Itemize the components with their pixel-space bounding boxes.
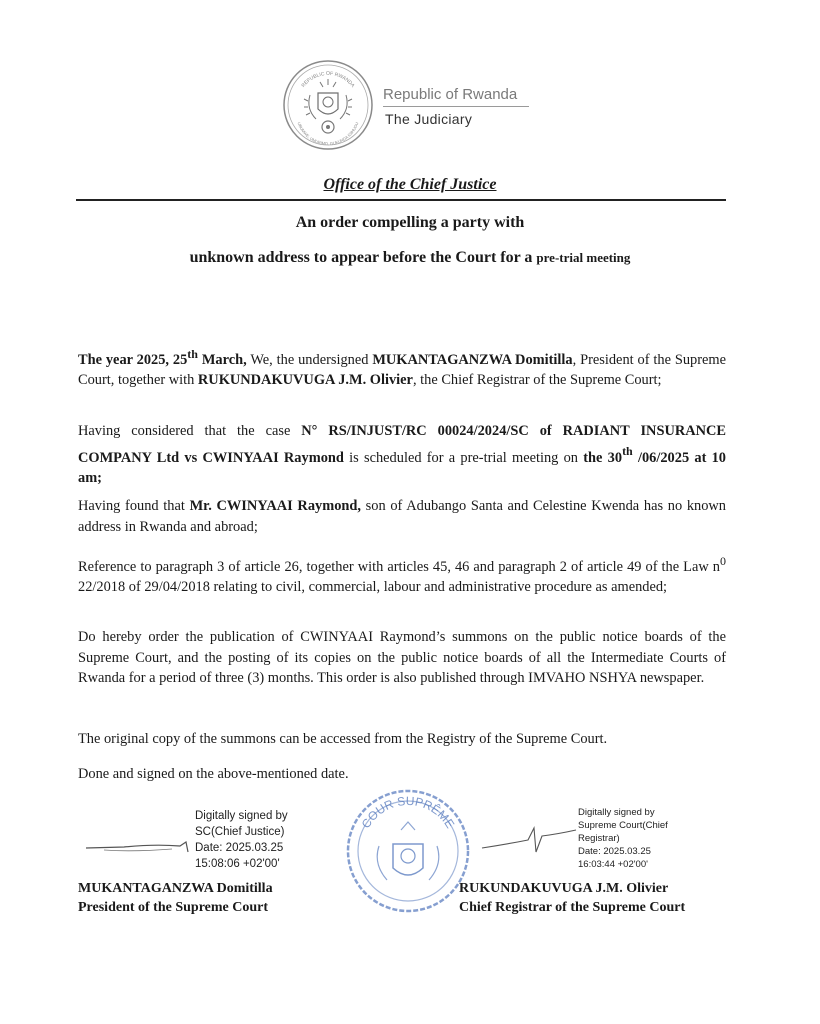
signer-left-title: President of the Supreme Court: [78, 900, 269, 915]
paragraph-original-copy: The original copy of the summons can be accessed from the Registry of the Supreme Court.: [78, 731, 608, 747]
svg-text:COUR SUPRÊME: COUR SUPRÊME: [358, 793, 458, 831]
paragraph-done-signed: Done and signed on the above-mentioned date.: [78, 766, 349, 782]
signer-right-title: Chief Registrar of the Supreme Court: [459, 900, 686, 915]
signature-right-icon: [478, 822, 578, 858]
header-divider: [383, 106, 529, 107]
paragraph-address: Having found that Mr. CWINYAAI Raymond, son of Adubango Santa and Celestine Kwenda has no known address in Rwanda and abroad;: [78, 498, 726, 535]
digital-signature-left: Digitally signed by SC(Chief Justice) Date: 2025.03.25 15:08:06 +02'00': [195, 810, 288, 870]
paragraph-order: Do hereby order the publication of CWINYAAI Raymond’s summons on the public notice boards of the Supreme Court, and the posting of its copies on the public notice boards of all the Intermediate Courts of Rwanda for a period of three (3) months. This order is also published through IMVAHO NSHYA newspaper.: [78, 629, 726, 686]
signer-left: [78, 879, 273, 917]
signer-right-name: RUKUNDAKUVUGA J.M. Olivier: [459, 881, 669, 896]
signature-left-icon: [84, 832, 196, 860]
supreme-court-stamp-icon: [343, 786, 473, 916]
order-title-line1: An order compelling a party with: [295, 214, 525, 231]
order-title-line2: unknown address to appear before the Court for a pre-trial meeting: [189, 249, 631, 266]
signer-right: [459, 879, 685, 917]
svg-text:UBUMWE, UMURIMO, GUKUNDA IGIHU: UBUMWE, UMURIMO, GUKUNDA IGIHUGU: [296, 121, 360, 147]
digital-signature-right: Digitally signed by Supreme Court(Chief Registrar) Date: 2025.03.25 16:03:44 +02'00': [578, 807, 668, 870]
paragraph-case: Having considered that the case N° RS/INJUST/RC 00024/2024/SC of RADIANT INSURANCE COMPANY Ltd vs CWINYAAI Raymond is scheduled for a pre-trial meeting on the 30th /06/2025 at 10 am;: [78, 423, 727, 486]
header-judiciary: The Judiciary: [385, 111, 473, 127]
paragraph-law-reference: Reference to paragraph 3 of article 26, together with articles 45, 46 and paragraph 2 of article 49 of the Law $n^0$ 22/2018 of 29/04/2018 relating to civil, commercial, labour and administrative procedure as amended;: [78, 554, 726, 596]
signer-left-name: MUKANTAGANZWA Domitilla: [78, 881, 273, 896]
heading-rule: [76, 199, 726, 201]
office-heading: Office of the Chief Justice: [323, 176, 497, 193]
svg-text:REPUBLIC OF RWANDA: REPUBLIC OF RWANDA: [300, 71, 356, 89]
paragraph-preamble: The year 2025, 25th March, We, the undersigned MUKANTAGANZWA Domitilla, President of the Supreme Court, together with RUKUNDAKUVUGA J.M. Olivier, the Chief Registrar of the Supreme Court;: [78, 347, 726, 389]
coat-of-arms-icon: [280, 55, 376, 155]
header-republic: Republic of Rwanda: [383, 86, 518, 103]
